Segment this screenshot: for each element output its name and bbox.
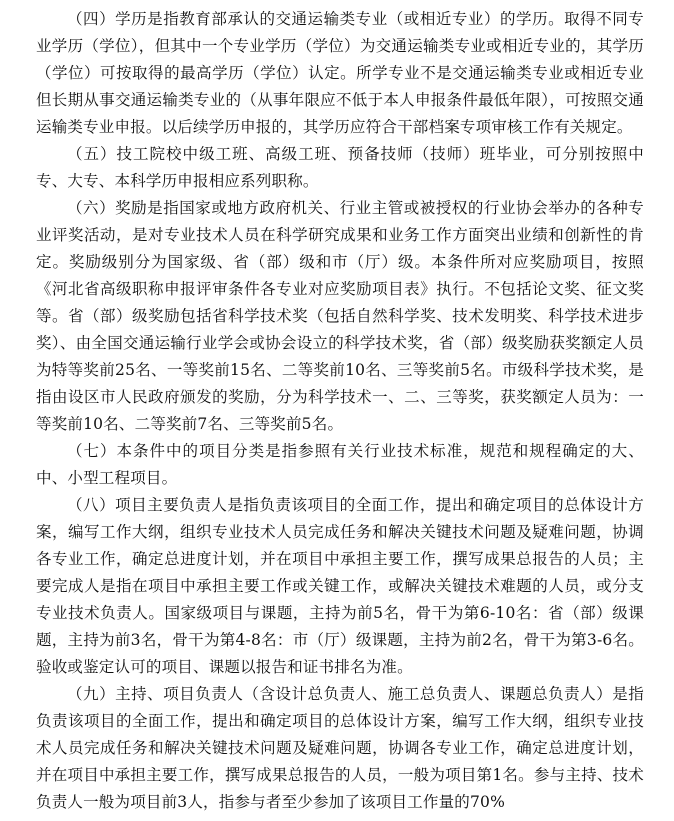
paragraph-technical-school: （五）技工院校中级工班、高级工班、预备技师（技师）班毕业，可分别按照中专、大专、本科学历申报相应系列职称。 <box>36 145 644 190</box>
paragraph-project-classification: （七）本条件中的项目分类是指参照有关行业技术标准，规范和规程确定的大、中、小型工程项目。 <box>36 442 644 487</box>
paragraph-education: （四）学历是指教育部承认的交通运输类专业（或相近专业）的学历。取得不同专业学历（学位），但其中一个专业学历（学位）为交通运输类专业或相近专业的，其学历（学位）可按取得的最高学历（学位）认定。所学专业不是交通运输类专业或相近专业但长期从事交通运输类专业的（从事年限应不低于本人申报条件最低年限），可按照交通运输类专业申报。以后续学历申报的，其学历应符合干部档案专项审核工作有关规定。 <box>36 10 644 136</box>
paragraph-project-host: （九）主持、项目负责人（含设计总负责人、施工总负责人、课题总负责人）是指负责该项目的全面工作，提出和确定项目的总体设计方案，编写工作大纲，组织专业技术人员完成任务和解决关键技术问题及疑难问题，协调各专业工作，确定总进度计划，并在项目中承担主要工作，撰写成果总报告的人员，一般为项目第1名。参与主持、技术负责人一般为项目前3人，指参与者至少参加了该项目工作量的70% <box>36 685 644 811</box>
paragraph-project-lead: （八）项目主要负责人是指负责该项目的全面工作，提出和确定项目的总体设计方案，编写工作大纲，组织专业技术人员完成任务和解决关键技术问题及疑难问题，协调各专业工作，确定总进度计划，并在项目中承担主要工作，撰写成果总报告的人员；主要完成人是指在项目中承担主要工作或关键工作，或解决关键技术难题的人员，或分支专业技术负责人。国家级项目与课题，主持为前5名，骨干为第6-10名：省（部）级课题，主持为前3名，骨干为第4-8名：市（厅）级课题，主持为前2名，骨干为第3-6名。验收或鉴定认可的项目、课题以报告和证书排名为准。 <box>36 496 644 676</box>
paragraph-awards: （六）奖励是指国家或地方政府机关、行业主管或被授权的行业协会举办的各种专业评奖活动，是对专业技术人员在科学研究成果和业务工作方面突出业绩和创新性的肯定。奖励级别分为国家级、省（部）级和市（厅）级。本条件所对应奖励项目，按照《河北省高级职称申报评审条件各专业对应奖励项目表》执行。不包括论文奖、征文奖等。省（部）级奖励包括省科学技术奖（包括自然科学奖、技术发明奖、科学技术进步奖）、由全国交通运输行业学会或协会设立的科学技术奖，省（部）级奖励获奖额定人员为特等奖前25名、一等奖前15名、二等奖前10名、三等奖前5名。市级科学技术奖，是指由设区市人民政府颁发的奖励，分为科学技术一、二、三等奖，获奖额定人员为：一等奖前10名、二等奖前7名、三等奖前5名。 <box>36 199 644 433</box>
